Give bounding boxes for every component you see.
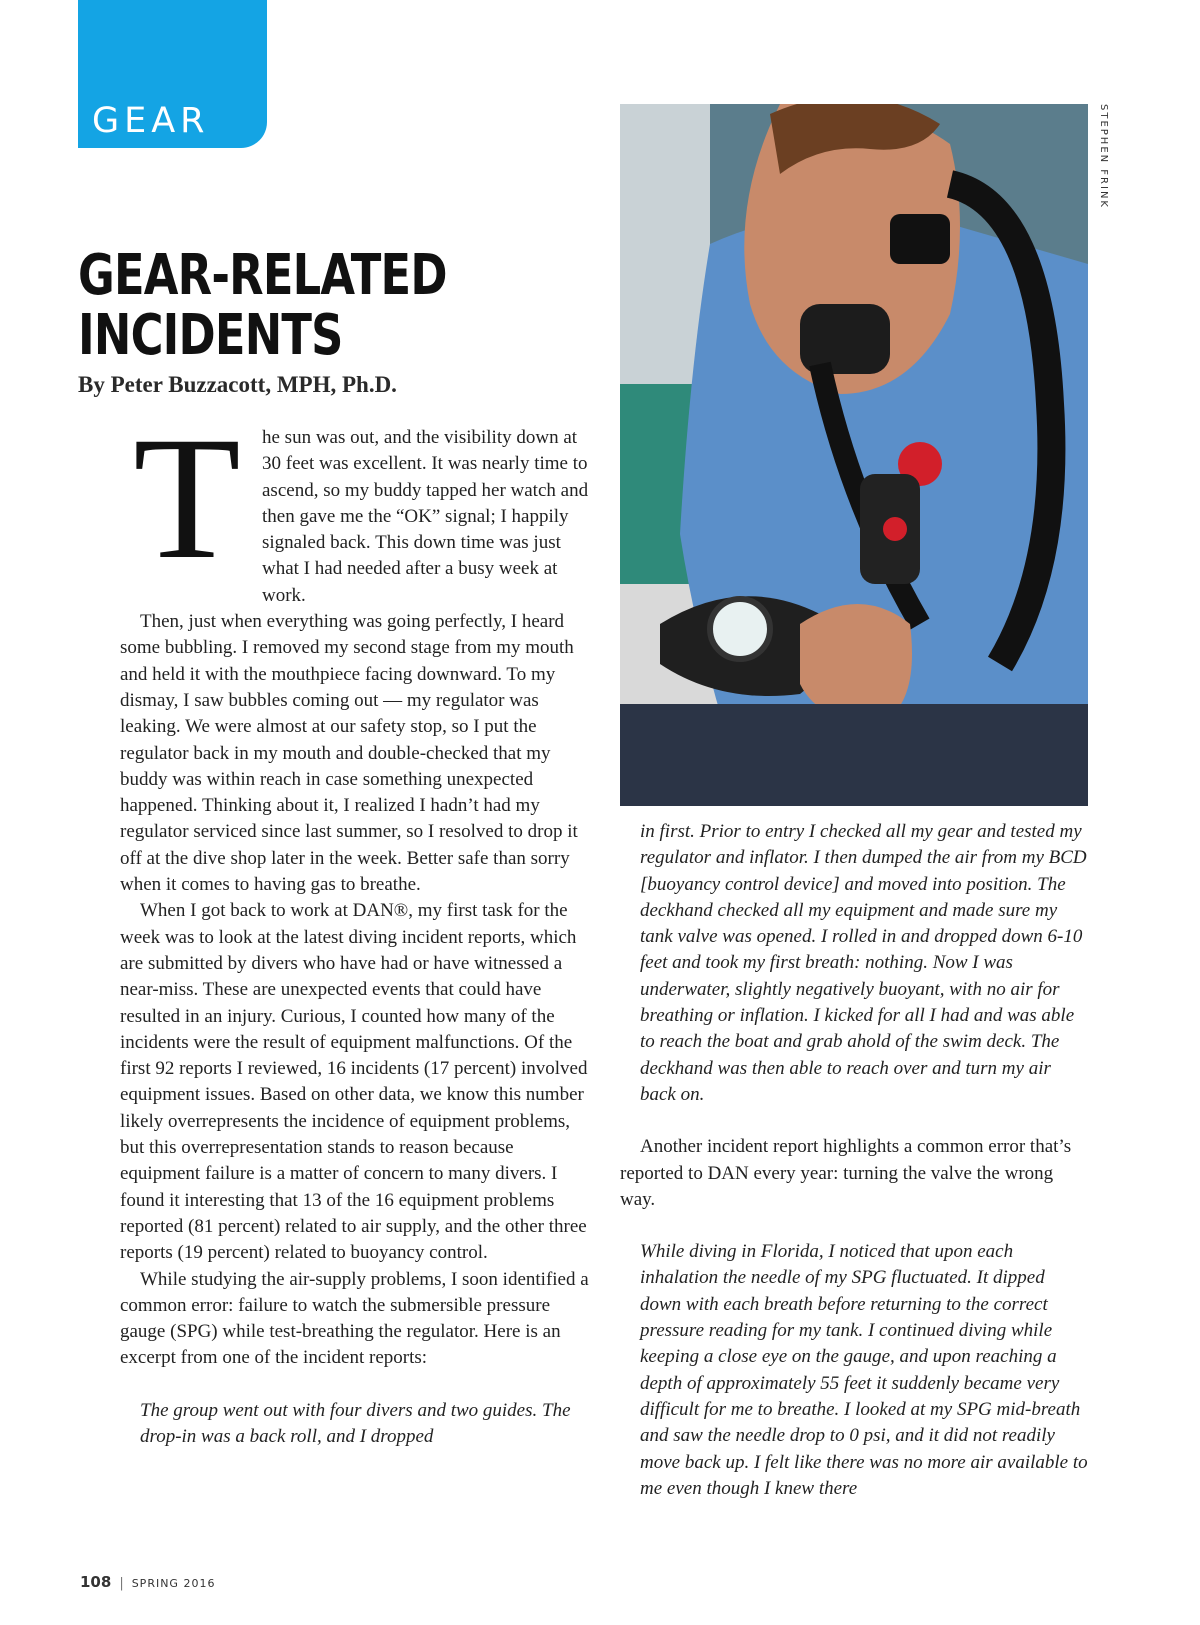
paragraph: While studying the air-supply problems, I soon identified a common error: failure to watch the submersible pressure gauge (SPG) while test-breathing the regulator. Here is an excerpt from one of the incident reports: [120,1268,589,1369]
block-quote: The group went out with four divers and two guides. The drop-in was a back roll, and I dropped [140,1399,571,1447]
diver-photo-illustration [620,104,1088,806]
paragraph-intro [120,401,590,609]
block-quote: in first. Prior to entry I checked all my gear and tested my regulator and inflator. I then dumped the air from my BCD [buoyancy control device] and moved into position. The deckhand checked all my equipment and made sure my tank valve was opened. I rolled in and dropped down 6-10 feet and took my first breath: nothing. Now I was underwater, slightly negatively buoyant, with no air for breathing or inflation. I kicked for all I had and was able to reach the boat and grab ahold of the swim deck. The deckhand was then able to reach over and turn my air back on. [640,821,1087,1105]
byline: By Peter Buzzacott, MPH, Ph.D. [78,372,397,397]
block-quote: While diving in Florida, I noticed that upon each inhalation the needle of my SPG fluctuated. It dipped down with each breath before returning to the correct pressure reading for my tank. I continued diving while keeping a close eye on the gauge, and upon reaching a depth of approximately 55 feet it suddenly became very difficult for me to breathe. I looked at my SPG mid-breath and saw the needle drop to 0 psi, and it did not readily move back up. I felt like there was no more air available to me even though I knew there [640,1241,1088,1499]
title-line-2: INCIDENTS [78,303,343,368]
section-tab [78,0,267,148]
footer-separator: | [119,1576,124,1591]
paragraph: Another incident report highlights a common error that’s reported to DAN every year: turning the valve the wrong way. [620,1136,1072,1210]
spacer [620,1213,1090,1239]
drop-cap: T [133,401,241,596]
body-column-left [120,401,590,1450]
body-column-right [620,819,1090,1502]
spacer [120,1372,590,1398]
paragraph-intro-text: he sun was out, and the visibility down at 30 feet was excellent. It was nearly time to ascend, so my buddy tapped her watch and then gave me the “OK” signal; I happily signaled back. This down time was just what I had needed after a busy week at work. [262,427,589,606]
article-title [78,243,447,368]
paragraph: When I got back to work at DAN®, my first task for the week was to look at the latest diving incident reports, which are submitted by divers who have had or have witnessed a near-miss. These are unexpected events that could have resulted in an injury. Curious, I counted how many of the incidents were the result of equipment malfunctions. Of the first 92 reports I reviewed, 16 incidents (17 percent) involved equipment issues. Based on other data, we know this number likely overrepresents the incidence of equipment problems, but this overrepresentation stands to reason because equipment failure is a matter of concern to many divers. I found it interesting that 13 of the 16 equipment problems reported (81 percent) related to air supply, and the other three reports (19 percent) related to buoyancy control. [120,900,588,1264]
paragraph: Then, just when everything was going perfectly, I heard some bubbling. I removed my second stage from my mouth and held it with the mouthpiece facing downward. To my dismay, I saw bubbles coming out — my regulator was leaking. We were almost at our safety stop, so I put the regulator back in my mouth and double-checked that my buddy was within reach in case something unexpected happened. Thinking about it, I realized I hadn’t had my regulator serviced since last summer, so I resolved to drop it off at the dive shop later in the week. Better safe than sorry when it comes to having gas to breathe. [120,611,578,896]
spacer [620,1108,1090,1134]
section-label: GEAR [92,101,210,141]
title-line-1: GEAR-RELATED [78,243,447,308]
page-number: 108 [80,1573,112,1591]
photo-credit: STEPHEN FRINK [1098,104,1109,209]
issue-label: SPRING 2016 [131,1577,216,1590]
page-footer [80,1572,215,1591]
article-photo [620,104,1088,806]
